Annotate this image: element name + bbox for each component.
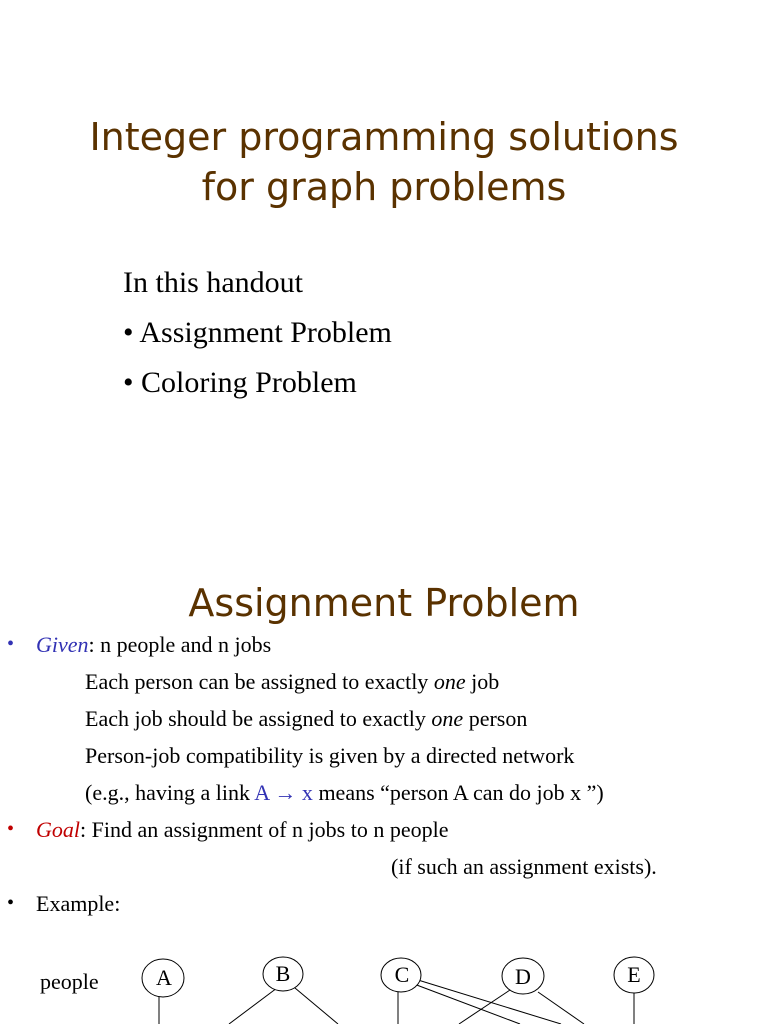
intro-list bbox=[123, 258, 392, 408]
node-label: D bbox=[515, 964, 531, 989]
detail-part: Each job should be assigned to exactly bbox=[85, 706, 432, 731]
example-graph bbox=[0, 950, 768, 1024]
link-example: A → x bbox=[254, 780, 313, 805]
detail-text: Person-job compatibility is given by a directed network bbox=[85, 743, 575, 768]
node-label: A bbox=[156, 965, 172, 990]
detail-text bbox=[85, 663, 499, 700]
given-text bbox=[36, 626, 271, 663]
detail-row bbox=[0, 700, 768, 737]
intro-item: • Coloring Problem bbox=[123, 366, 357, 399]
node-label: E bbox=[627, 962, 641, 987]
title-line-2: for graph problems bbox=[201, 165, 567, 209]
given-label: Given bbox=[36, 632, 89, 657]
problem-description bbox=[0, 626, 768, 922]
detail-row bbox=[0, 663, 768, 700]
goal-text bbox=[36, 811, 448, 848]
slide-title bbox=[0, 112, 768, 212]
graph-edge bbox=[229, 988, 277, 1024]
detail-part: (e.g., having a link bbox=[85, 780, 255, 805]
goal-continuation: (if such an assignment exists). bbox=[391, 854, 657, 879]
detail-text bbox=[85, 774, 604, 811]
emphasis: one bbox=[433, 669, 466, 694]
detail-part: Each person can be assigned to exactly bbox=[85, 669, 434, 694]
bullet: • bbox=[7, 818, 15, 840]
example-row bbox=[0, 885, 768, 922]
detail-row bbox=[0, 737, 768, 774]
detail-part: person bbox=[463, 706, 528, 731]
detail-row bbox=[0, 774, 768, 811]
node-label: C bbox=[394, 962, 410, 987]
goal-rest: : Find an assignment of n jobs to n people bbox=[80, 817, 449, 842]
intro-item-label: Coloring Problem bbox=[141, 366, 357, 399]
bullet: • bbox=[7, 633, 15, 655]
intro-item-label: Assignment Problem bbox=[139, 316, 392, 349]
given-row bbox=[0, 626, 768, 663]
row-label: people bbox=[40, 969, 99, 994]
detail-part: job bbox=[465, 669, 500, 694]
example-label: Example: bbox=[36, 891, 121, 916]
emphasis: one bbox=[431, 706, 464, 731]
detail-part: means “person A can do job x ”) bbox=[312, 780, 604, 805]
goal-label: Goal bbox=[36, 817, 80, 842]
node-label: B bbox=[275, 961, 291, 986]
graph-edge bbox=[414, 984, 520, 1024]
given-rest: : n people and n jobs bbox=[88, 632, 272, 657]
detail-text bbox=[85, 700, 527, 737]
intro-item: • Assignment Problem bbox=[123, 316, 392, 349]
section-title: Assignment Problem bbox=[188, 581, 580, 625]
intro-heading: In this handout bbox=[123, 266, 303, 299]
goal-row bbox=[0, 811, 768, 848]
goal-cont-row bbox=[0, 848, 768, 885]
bullet: • bbox=[7, 892, 15, 914]
title-line-1: Integer programming solutions bbox=[89, 115, 679, 159]
graph-edge bbox=[295, 988, 338, 1024]
